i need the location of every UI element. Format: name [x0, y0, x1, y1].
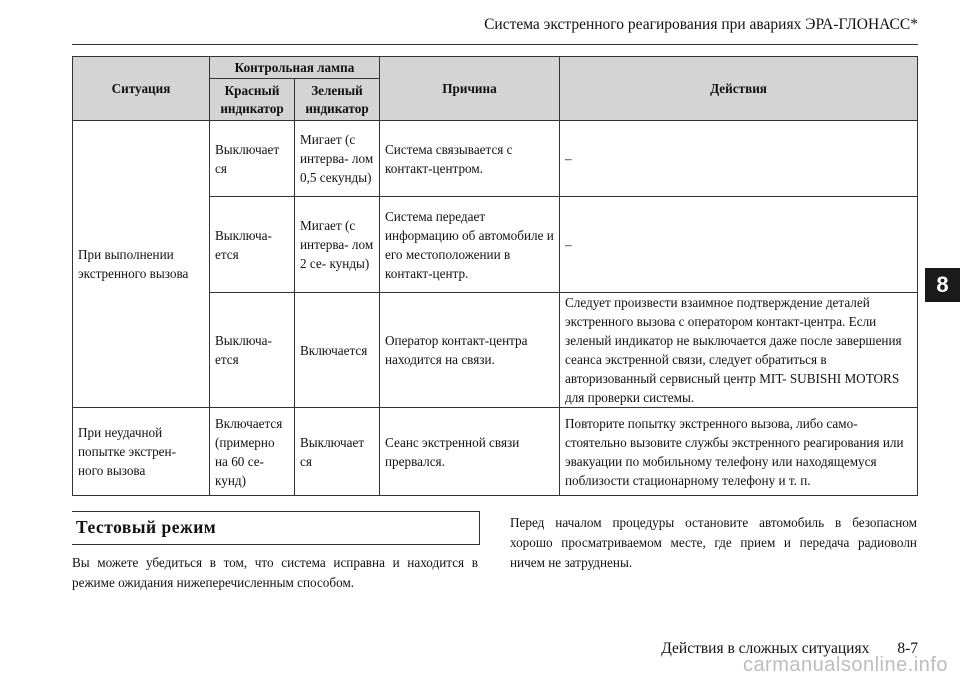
page-header-title: Система экстренного реагирования при авариях ЭРА-ГЛОНАСС* [484, 16, 918, 33]
red-cell: Выключа- ется [210, 293, 295, 408]
action-cell: Повторите попытку экстренного вызова, либо само- стоятельно вызовите службы экстренного реагирования или эвакуации по мобильному телефону или находящемуся поблизости стационарному телефону и т. п. [560, 408, 918, 496]
section-title: Тестовый режим [76, 517, 217, 537]
page-number: 8-7 [897, 640, 918, 657]
section-heading-box [72, 511, 480, 545]
table-row [73, 408, 918, 496]
watermark: carmanualsonline.info [742, 654, 948, 676]
action-cell: Следует произвести взаимное подтверждение деталей экстренного вызова с оператором контакт-центра. Если зеленый индикатор не выключается даже после завершения сеанса экстренной связи, следует обратиться в авторизованный сервисный центр MIT- SUBISHI MOTORS для проверки системы. [560, 293, 918, 408]
table-row [73, 121, 918, 197]
situation-cell: При неудачной попытке экстрен- ного вызова [73, 408, 210, 496]
green-cell: Включается [295, 293, 380, 408]
action-cell [560, 121, 918, 197]
red-cell: Выключа- ется [210, 197, 295, 293]
green-cell: Мигает (с интерва- лом 0,5 секунды) [295, 121, 380, 197]
chapter-tab: 8 [925, 268, 960, 302]
red-cell: Включается (примерно на 60 се- кунд) [210, 408, 295, 496]
header-divider [72, 44, 918, 45]
header-red-indicator: Красный индикатор [210, 79, 295, 121]
header-lamp: Контрольная лампа [210, 57, 380, 79]
header-situation: Ситуация [73, 57, 210, 121]
right-paragraph: Перед началом процедуры остановите автомобиль в безопасном хорошо просматриваемом месте, где прием и передача радиоволн ничем не затруднены. [510, 515, 917, 570]
green-cell: Выключает ся [295, 408, 380, 496]
red-cell: Выключает ся [210, 121, 295, 197]
cause-cell: Система передает информацию об автомобиле и его местоположении в контакт-центр. [380, 197, 560, 293]
cause-cell: Оператор контакт-центра находится на связи. [380, 293, 560, 408]
cause-cell: Сеанс экстренной связи прервался. [380, 408, 560, 496]
header-green-indicator: Зеленый индикатор [295, 79, 380, 121]
footer-section-name: Действия в сложных ситуациях [661, 640, 870, 657]
situation-cell: При выполнении экстренного вызова [73, 121, 210, 408]
emergency-call-table [72, 56, 918, 496]
action-text: – [565, 151, 572, 166]
left-paragraph: Вы можете убедиться в том, что система исправна и находится в режиме ожидания нижеперечисленным способом. [72, 555, 478, 590]
cause-cell: Система связывается с контакт-центром. [380, 121, 560, 197]
green-cell: Мигает (с интерва- лом 2 се- кунды) [295, 197, 380, 293]
header-action: Действия [560, 57, 918, 121]
header-cause: Причина [380, 57, 560, 121]
action-cell: – [560, 197, 918, 293]
